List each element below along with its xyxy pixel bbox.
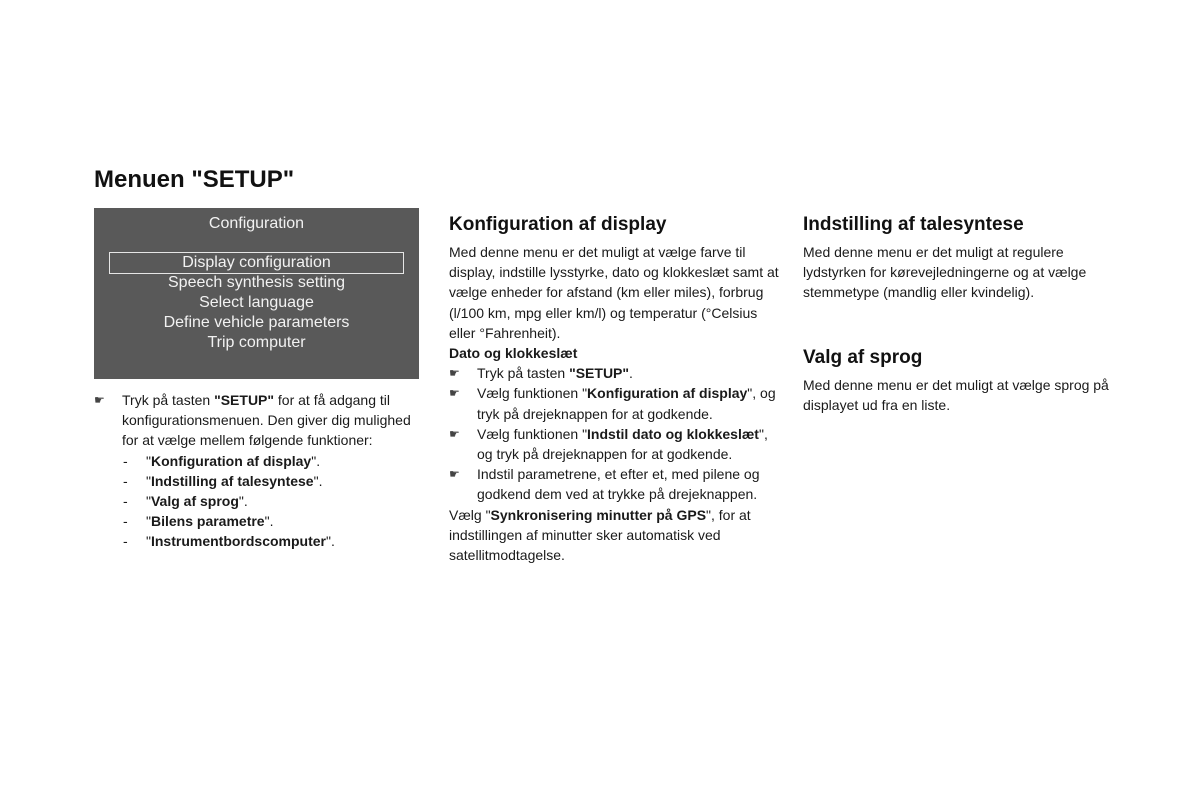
pointing-hand-icon: ☛ — [449, 426, 460, 441]
option-item: - "Konfiguration af display". — [123, 452, 321, 469]
pointing-hand-icon: ☛ — [449, 386, 460, 401]
section-heading-speech: Indstilling af talesyntese — [803, 214, 1024, 235]
pointing-hand-icon: ☛ — [449, 467, 460, 482]
option-item: - "Indstilling af talesyntese". — [123, 472, 323, 489]
option-item: - "Instrumentbordscomputer". — [123, 533, 335, 550]
pointing-hand-icon: ☛ — [449, 366, 460, 381]
menu-item-select-language[interactable]: Select language — [199, 294, 314, 311]
column-setup-intro — [94, 390, 414, 552]
setup-instruction — [94, 390, 414, 451]
column-display-config — [449, 212, 779, 565]
step-item: ☛ Vælg funktionen "Indstil dato og klokkeslæt", og tryk på drejeknappen for at godkende. — [449, 425, 768, 463]
instruction-text-rest: for at få adgang til konfigurationsmenuen. Den giver dig mulighed for at vælge mellem følgende funktioner: — [122, 392, 411, 449]
section-heading-language: Valg af sprog — [803, 346, 923, 368]
pointing-hand-icon: ☛ — [94, 393, 105, 407]
configuration-screen — [94, 208, 419, 379]
section-text-language: Med denne menu er det muligt at vælge sprog på displayet ud fra en liste. — [803, 376, 1109, 413]
section-intro: Med denne menu er det muligt at vælge farve til display, indstille lysstyrke, dato og klokkeslæt samt at vælge enheder for afstand (km eller miles), forbrug (l/100 km, mpg eller km/l) og temperatur (°Celsius eller °Fahrenheit). — [449, 244, 779, 341]
screen-menu — [110, 253, 403, 353]
option-label: Bilens parametre — [150, 513, 265, 530]
screen-header: Configuration — [208, 215, 305, 232]
step-item: ☛ Indstil parametrene, et efter et, med pilene og godkend dem ved at trykke på drejeknappen. — [449, 466, 760, 503]
menu-item-speech-synthesis[interactable]: Speech synthesis setting — [168, 274, 345, 291]
section-text-speech: Med denne menu er det muligt at regulere lydstyrken for kørevejledningerne og at vælge stemmetype (mandlig eller kvindelig). — [803, 244, 1087, 301]
section-heading: Konfiguration af display — [449, 214, 667, 235]
step-item: ☛ Vælg funktionen "Konfiguration af display", og tryk på drejeknappen for at godkende. — [449, 385, 776, 422]
option-label: Valg af sprog — [150, 493, 239, 510]
option-label: Indstilling af talesyntese — [150, 472, 314, 489]
page-title: Menuen "SETUP" — [94, 166, 295, 193]
option-label: Instrumentbordscomputer — [150, 533, 326, 550]
menu-item-display-configuration[interactable]: Display configuration — [110, 253, 403, 273]
option-label: Konfiguration af display — [150, 452, 312, 469]
column-speech-language — [803, 212, 1123, 415]
option-item: - "Bilens parametre". — [123, 513, 274, 530]
step-item: ☛ Tryk på tasten "SETUP". — [449, 363, 779, 383]
option-item: - "Valg af sprog". — [123, 493, 248, 510]
menu-item-trip-computer[interactable]: Trip computer — [207, 334, 306, 351]
section-outro: Vælg "Synkronisering minutter på GPS", for at indstillingen af minutter sker automatisk ved satellitmodtagelse. — [449, 506, 751, 564]
instruction-text: Tryk på tasten — [122, 392, 215, 408]
subheading-date-time: Dato og klokkeslæt — [449, 345, 578, 362]
setup-key-label: "SETUP" — [214, 392, 275, 408]
menu-item-vehicle-parameters[interactable]: Define vehicle parameters — [163, 314, 350, 331]
